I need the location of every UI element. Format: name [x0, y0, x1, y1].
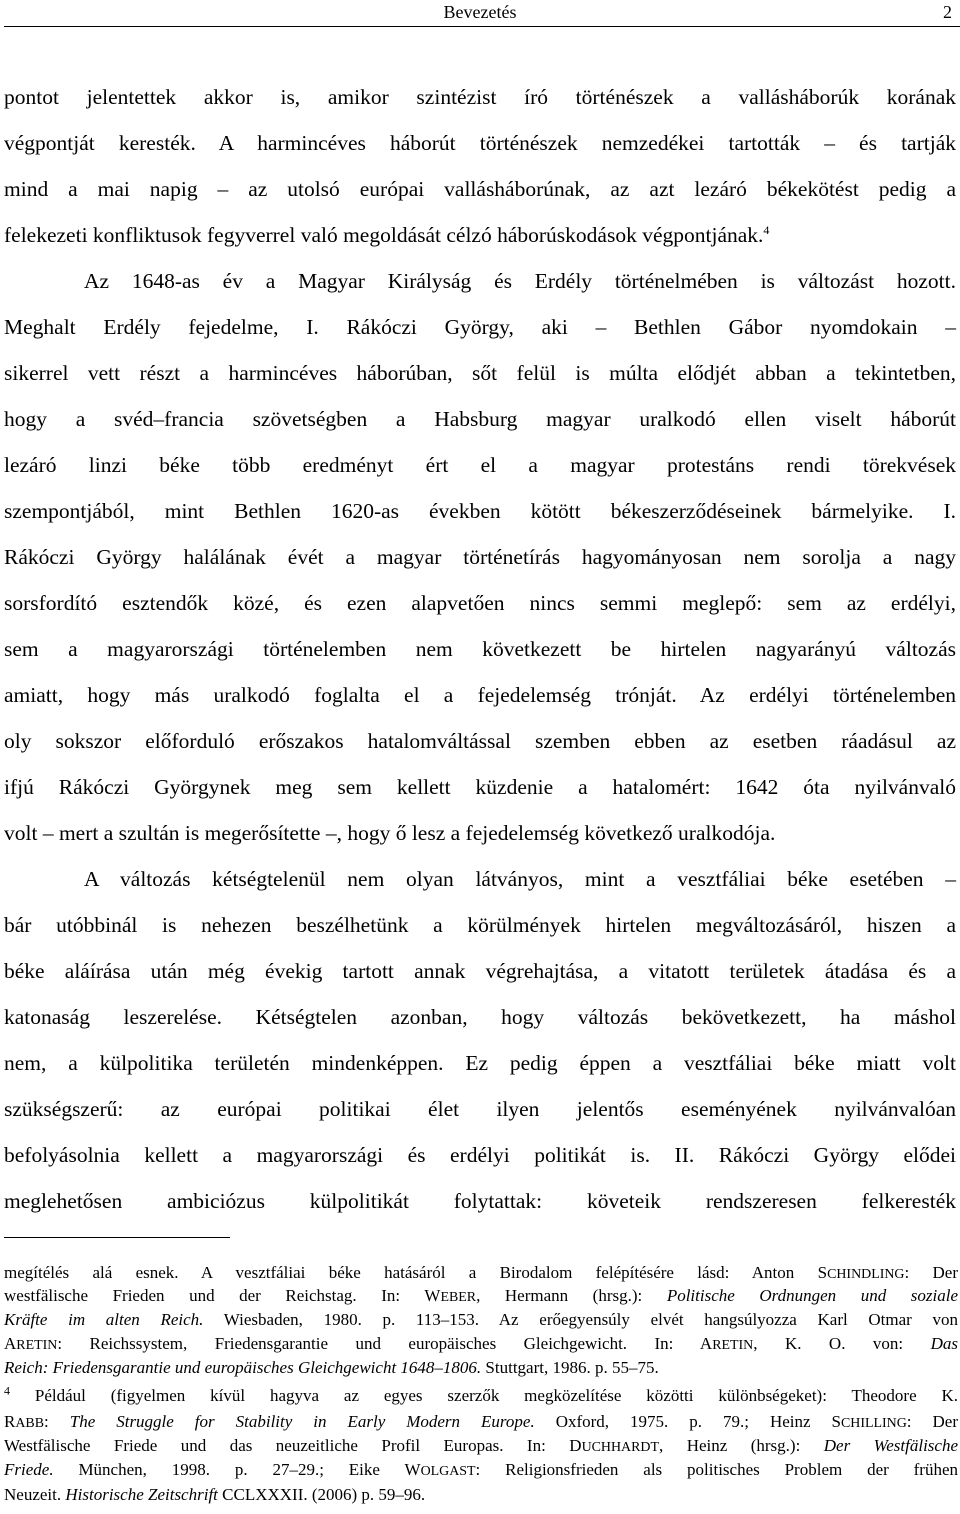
footnote-marker: 4 — [763, 222, 770, 237]
text-line: nem, a külpolitika területén mindenképpen. Ez pedig éppen a vesztfáliai béke miatt volt — [4, 1051, 956, 1075]
text-line: A változás kétségtelenül nem olyan látványos, mint a vesztfáliai béke esetében – — [84, 867, 956, 891]
text-line: Rákóczi György halálának évét a magyar történetírás hagyományosan nem sorolja a nagy — [4, 545, 956, 569]
text-line: ifjú Rákóczi Györgynek meg sem kellett küzdenie a hatalomért: 1642 óta nyilvánvaló — [4, 775, 956, 799]
footnote-line: ARETIN: Reichssystem, Friedensgarantie und europäisches Gleichgewicht. In: ARETIN, K. O. von: Das — [4, 1334, 959, 1353]
text-line: katonaság leszerelése. Kétségtelen azonban, hogy változás bekövetkezett, ha máshol — [4, 1005, 956, 1029]
header-rule — [4, 26, 960, 27]
running-title: Bevezetés — [443, 2, 517, 22]
text-line: szükségszerű: az európai politikai élet ilyen jelentős eseményének nyilvánvalóan — [4, 1097, 956, 1121]
text-line: befolyásolnia kellett a magyarországi és erdélyi politikát is. II. Rákóczi György elődei — [4, 1143, 956, 1167]
text-line: bár utóbbinál is nehezen beszélhetünk a körülmények hirtelen megváltozásáról, hiszen a — [4, 913, 956, 937]
text-line: pontot jelentettek akkor is, amikor szintézist író történészek a vallásháborúk korának — [4, 85, 956, 109]
text-line: sorsfordító esztendők közé, és ezen alapvetően nincs semmi meglepő: sem az erdélyi, — [4, 591, 956, 615]
text-line: béke aláírása után még évekig tartott annak végrehajtása, a vitatott területek átadása és a — [4, 959, 956, 983]
text-line: volt – mert a szultán is megerősítette –, hogy ő lesz a fejedelemség következő uralkodója. — [4, 821, 776, 845]
footnote-line: megítélés alá esnek. A vesztfáliai béke hatásáról a Birodalom felépítésére lásd: Anton SCHINDLING: Der — [4, 1263, 958, 1282]
footnote-line: Neuzeit. Historische Zeitschrift CCLXXXII. (2006) p. 59–96. — [4, 1485, 426, 1504]
footnote-line: Westfälische Friede und das neuzeitliche Profil Europas. In: DUCHHARDT, Heinz (hrsg.): Der Westfälische — [4, 1436, 959, 1455]
text-line: sikerrel vett részt a harmincéves háborúban, sőt felül is múlta elődjét abban a tekintetben, — [4, 361, 956, 385]
page-header — [0, 0, 960, 24]
footnote-line: westfälische Frieden und der Reichstag. In: WEBER, Hermann (hrsg.): Politische Ordnungen und soziale — [4, 1286, 959, 1305]
text-line: Meghalt Erdély fejedelme, I. Rákóczi György, aki – Bethlen Gábor nyomdokain – — [4, 315, 956, 339]
text-line: lezáró linzi béke több eredményt ért el a magyar protestáns rendi törekvések — [4, 453, 956, 477]
text-line: Az 1648-as év a Magyar Királyság és Erdély történelmében is változást hozott. — [84, 269, 956, 293]
footnote-line: Kräfte im alten Reich. Wiesbaden, 1980. p. 113–153. Az erőegyensúly elvét hangsúlyozza Karl Otmar von — [4, 1310, 958, 1329]
text-line: amiatt, hogy más uralkodó foglalta el a fejedelemség trónját. Az erdélyi történelemben — [4, 683, 956, 707]
footnote-line: RABB: The Struggle for Stability in Early Modern Europe. Oxford, 1975. p. 79.; Heinz SCHILLING: Der — [4, 1412, 958, 1431]
text-line: hogy a svéd–francia szövetségben a Habsburg magyar uralkodó ellen viselt háborút — [4, 407, 956, 431]
text-line: felekezeti konfliktusok fegyverrel való megoldását célzó háborúskodások végpontjának.$^4$ — [4, 222, 770, 247]
footnote-line: Reich: Friedensgarantie und europäisches Gleichgewicht 1648–1806. Stuttgart, 1986. p. 55–75. — [4, 1358, 659, 1377]
footnote-line: $^4$ Például (figyelmen kívül hagyva az egyes szerzők megközelítése közötti különbségeket): Theodore K. — [4, 1383, 958, 1405]
footnote-rule — [4, 1237, 230, 1238]
footnote-number: 4 — [4, 1383, 10, 1398]
text-line: meglehetősen ambiciózus külpolitikát folytattak: követeik rendszeresen felkeresték — [4, 1189, 956, 1213]
page-number: 2 — [943, 2, 952, 22]
footnote-line: Friede. München, 1998. p. 27–29.; Eike WOLGAST: Religionsfrieden als politisches Problem der frühen — [4, 1460, 958, 1479]
text-line: szempontjából, mint Bethlen 1620-as években kötött békeszerződéseinek bármelyike. I. — [4, 499, 956, 523]
text-line: oly sokszor előforduló erőszakos hatalomváltással szemben ebben az esetben ráadásul az — [4, 729, 956, 753]
text-line: mind a mai napig – az utolsó európai vallásháborúnak, az azt lezáró békekötést pedig a — [4, 177, 956, 201]
text-line: sem a magyarországi történelemben nem következett be hirtelen nagyarányú változás — [4, 637, 956, 661]
text-line: végpontját keresték. A harmincéves háborút történészek nemzedékei tartották – és tartják — [4, 131, 956, 155]
